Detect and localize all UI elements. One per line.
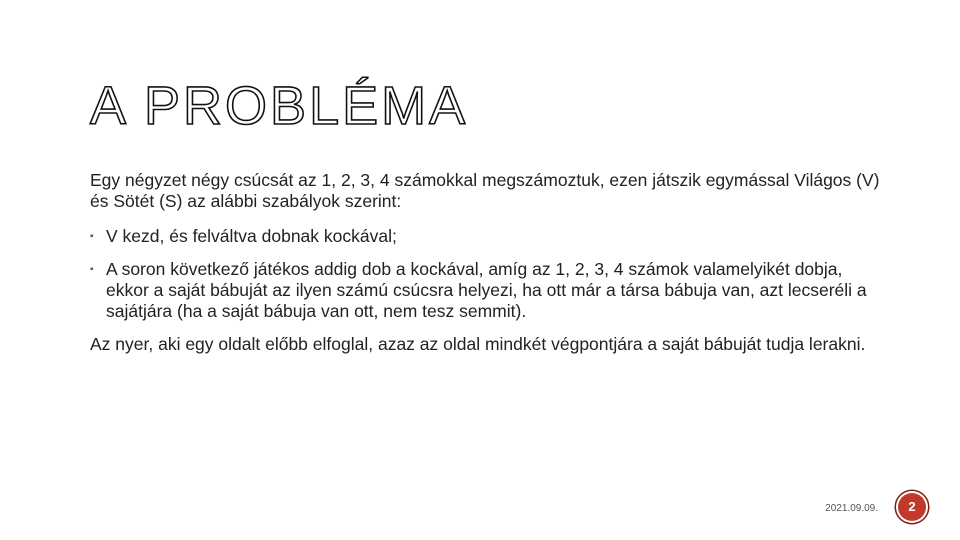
square-bullet-icon: ▪	[90, 231, 94, 242]
list-item-text: V kezd, és felváltva dobnak kockával;	[106, 226, 397, 246]
list-item-text: A soron következő játékos addig dob a kockával, amíg az 1, 2, 3, 4 számok valamelyikét dobja, ekkor a saját bábuját az ilyen számú csúcsra helyezi, ha ott már a társa bábuja van, azt lecseréli a sajátjára (ha a saját bábuja van ott, nem tesz semmit).	[106, 259, 867, 321]
slide-title: A PROBLÉMA	[90, 76, 469, 136]
slide-body	[90, 170, 890, 355]
list-item	[90, 259, 890, 322]
square-bullet-icon: ▪	[90, 264, 94, 275]
conclusion-paragraph: Az nyer, aki egy oldalt előbb elfoglal, azaz az oldal mindkét végpontjára a saját bábuját tudja lerakni.	[90, 334, 866, 354]
rules-list	[90, 226, 890, 322]
intro-paragraph: Egy négyzet négy csúcsát az 1, 2, 3, 4 számokkal megszámoztuk, ezen játszik egymással Világos (V) és Sötét (S) az alábbi szabályok szerint:	[90, 170, 880, 211]
list-item	[90, 226, 890, 247]
page-number-badge: 2	[898, 493, 926, 521]
slide-date: 2021.09.09.	[825, 503, 878, 514]
